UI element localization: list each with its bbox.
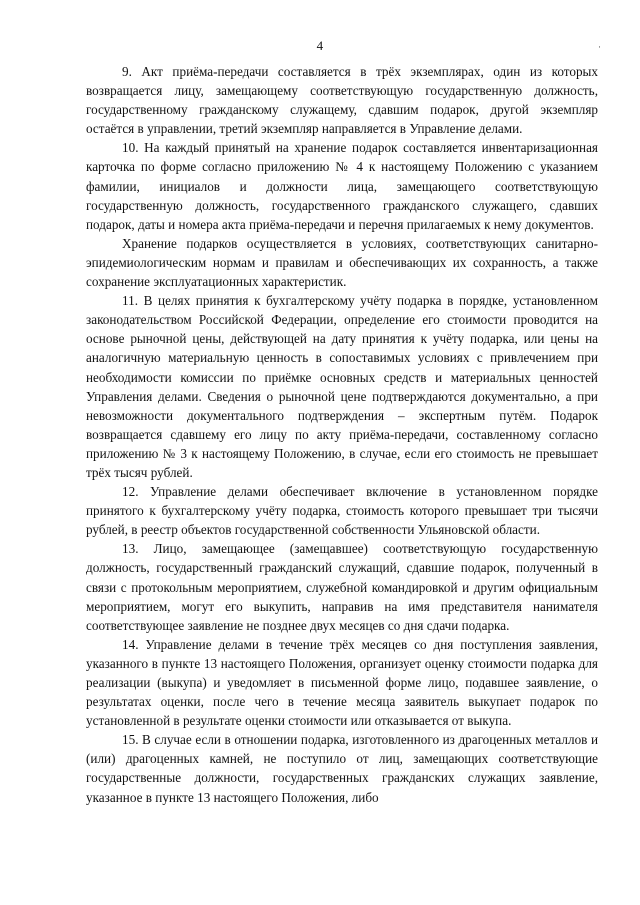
paragraph-10: 10. На каждый принятый на хранение подарок составляется инвентаризационная карточка по форме согласно приложению № 4 к настоящему Положению с указанием фамилии, инициалов и должности лица, замещающего соответствующую государственную должность, государственного гражданского служащего, сдавших подарок, даты и номера акта приёма-передачи и перечня прилагаемых к нему документов. [86,140,598,232]
document-body [86,62,598,807]
paragraph-11: 11. В целях принятия к бухгалтерскому учёту подарка в порядке, установленном законодательством Российской Федерации, определение его стоимости проводится на основе рыночной цены, действующей на дату принятия к учёту подарка, или цены на аналогичную материальную ценность в сопоставимых условиях с привлечением при необходимости комиссии по приёмке основных средств и материальных ценностей Управления делами. Сведения о рыночной цене подтверждаются документально, а при невозможности документального подтверждения – экспертным путём. Подарок возвращается сдавшему его лицу по акту приёма-передачи, составленному согласно приложению № 3 к настоящему Положению, в случае, если его стоимость не превышает трёх тысяч рублей. [86,293,598,480]
paragraph-13: 13. Лицо, замещающее (замещавшее) соответствующую государственную должность, государственный гражданский служащий, сдавшие подарок, полученный в связи с протокольным мероприятием, служебной командировкой и другим официальным мероприятием, могут его выкупить, направив на имя представителя нанимателя соответствующее заявление не позднее двух месяцев со дня сдачи подарка. [86,541,598,633]
page-number: 4 [316,38,324,53]
paragraph-12: 12. Управление делами обеспечивает включение в установленном порядке принятого к бухгалтерскому учёту подарка, стоимость которого превышает три тысячи рублей, в реестр объектов государственной собственности Ульяновской области. [86,484,598,538]
corner-mark: · [598,42,601,52]
paragraph-15: 15. В случае если в отношении подарка, изготовленного из драгоценных металлов и (или) драгоценных камней, не поступило от лиц, замещающих соответствующие государственные должности, государственных гражданских служащих заявление, указанное в пункте 13 настоящего Положения, либо [86,732,598,805]
paragraph-storage: Хранение подарков осуществляется в условиях, соответствующих санитарно-эпидемиологическим нормам и правилам и обеспечивающих их сохранность, а также сохранение эксплуатационных характеристик. [86,235,598,290]
paragraph-14: 14. Управление делами в течение трёх месяцев со дня поступления заявления, указанного в пункте 13 настоящего Положения, организует оценку стоимости подарка для реализации (выкупа) и уведомляет в письменной форме лицо, подавшее заявление, о результатах оценки, после чего в течение месяца заявитель выкупает подарок по установленной в результате оценки стоимости или отказывается от выкупа. [86,636,598,729]
paragraph-9: 9. Акт приёма-передачи составляется в трёх экземплярах, один из которых возвращается лицу, замещающему соответствующую государственную должность, государственному гражданскому служащему, сдавшим подарок, другой экземпляр остаётся в управлении, третий экземпляр направляется в Управление делами. [86,64,598,137]
